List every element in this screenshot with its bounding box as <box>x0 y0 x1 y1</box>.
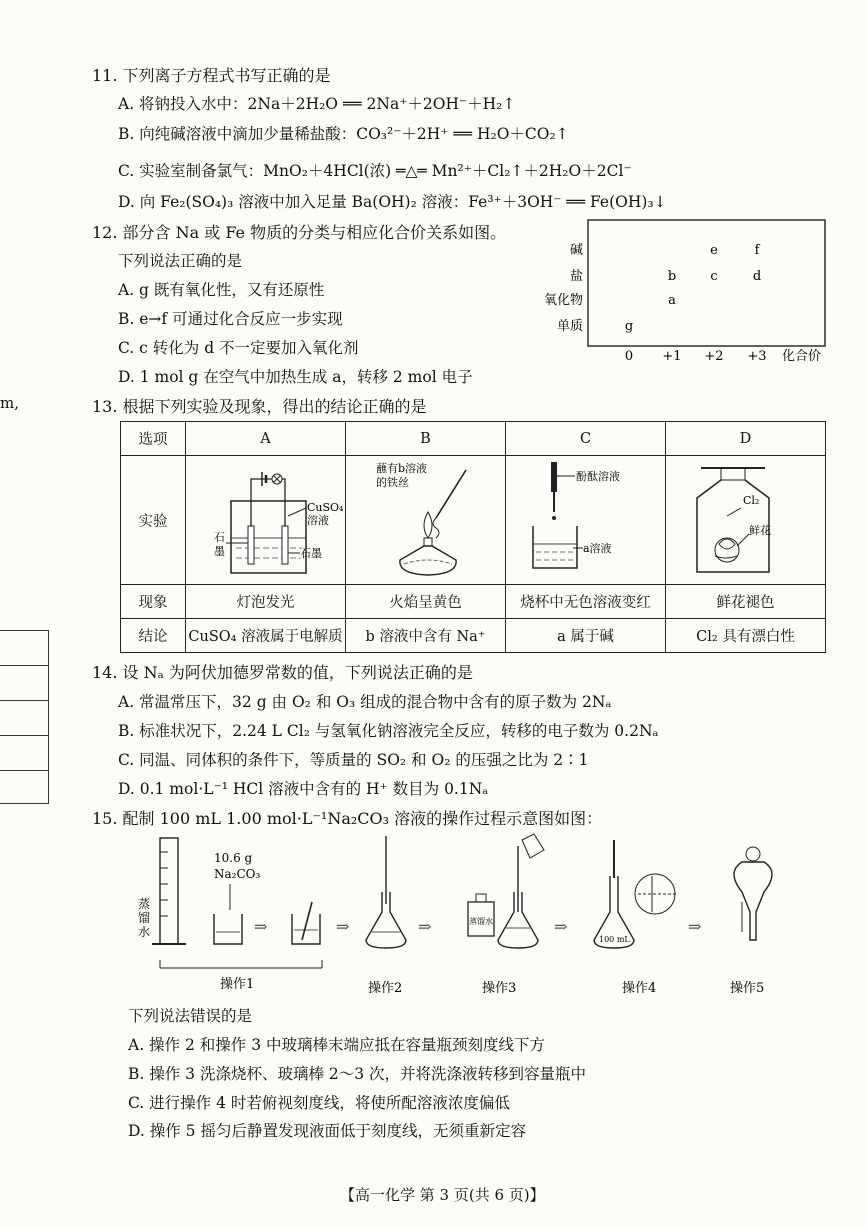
margin-line <box>0 665 48 666</box>
op1-label: 操作1 <box>220 977 255 992</box>
cl2-label: Cl₂ <box>742 494 759 507</box>
q12-option-c: C. c 转化为 d 不一定要加入氧化剂 <box>118 339 359 357</box>
distilled-water-bottle-label: 蒸馏水 <box>469 917 493 926</box>
op4-label: 操作4 <box>622 981 657 996</box>
wire-label: 的铁丝 <box>375 476 409 489</box>
graphite-left-label: 墨 <box>214 545 225 558</box>
conclusion-cell: CuSO₄ 溶液属于电解质 <box>186 619 346 653</box>
chart-x-label: +3 <box>747 349 767 364</box>
q15-option-c: C. 进行操作 4 时若俯视刻度线，将使所配溶液浓度偏低 <box>128 1094 510 1112</box>
experiment-d-cell <box>666 456 826 585</box>
chart-point-g: g <box>624 319 634 334</box>
distilled-water-label: 水 <box>138 925 151 939</box>
q11-option-b: B. 向纯碱溶液中滴加少量稀盐酸：CO₃²⁻＋2H⁺ ══ H₂O＋CO₂↑ <box>118 125 569 143</box>
q15-option-d: D. 操作 5 摇匀后静置发现液面低于刻度线，无须重新定容 <box>128 1122 526 1140</box>
arrow-icon: ⇒ <box>688 917 702 936</box>
experiment-c-cell <box>506 456 666 585</box>
q15-stem: 15. 配制 100 mL 1.00 mol·L⁻¹Na₂CO₃ 溶液的操作过程示意图如图： <box>92 809 603 828</box>
chart-point-b: b <box>667 269 677 284</box>
distilled-water-label: 蒸 <box>138 897 151 911</box>
page-footer: 【高一化学 第 3 页(共 6 页)】 <box>340 1186 545 1204</box>
chart-y-label: 氧化物 <box>543 293 583 308</box>
q11-option-c: C. 实验室制备氯气：MnO₂＋4HCl(浓) ═△═ Mn²⁺＋Cl₂↑＋2H₂O＋2Cl⁻ <box>118 162 632 180</box>
q11-option-d: D. 向 Fe₂(SO₄)₃ 溶液中加入足量 Ba(OH)₂ 溶液：Fe³⁺＋3OH⁻ ══ Fe(OH)₃↓ <box>118 193 667 211</box>
margin-text: m, <box>0 394 19 412</box>
graphite-left-label: 石 <box>214 531 225 544</box>
q13-stem: 13. 根据下列实验及现象，得出的结论正确的是 <box>92 397 427 416</box>
q13-table <box>120 421 826 653</box>
table-header-cell: D <box>666 422 826 456</box>
op2-label: 操作2 <box>368 981 403 996</box>
q11-stem: 11. 下列离子方程式书写正确的是 <box>92 66 331 85</box>
q12-option-b: B. e→f 可通过化合反应一步实现 <box>118 310 343 328</box>
q12-sub: 下列说法正确的是 <box>118 252 243 270</box>
mass-label: 10.6 g <box>214 851 253 865</box>
chart-y-label: 碱 <box>569 243 583 258</box>
margin-line <box>0 735 48 736</box>
chart-x-label: +1 <box>662 349 682 364</box>
chart-point-e: e <box>710 243 718 258</box>
chart-point-d: d <box>752 269 762 284</box>
table-row <box>121 619 826 653</box>
table-header-cell: B <box>346 422 506 456</box>
solution-label: 溶液 <box>307 514 329 527</box>
margin-line <box>0 770 48 771</box>
a-solution-label: a溶液 <box>582 542 612 555</box>
chart-point-a: a <box>668 293 676 308</box>
chart-point-f: f <box>754 243 760 258</box>
conclusion-cell: Cl₂ 具有漂白性 <box>666 619 826 653</box>
table-header-cell: 选项 <box>121 422 186 456</box>
op3-label: 操作3 <box>482 981 517 996</box>
experiment-a-cell <box>186 456 346 585</box>
table-header-cell: C <box>506 422 666 456</box>
phenomenon-cell: 烧杯中无色溶液变红 <box>506 585 666 619</box>
chart-y-label: 单质 <box>556 319 583 334</box>
arrow-icon: ⇒ <box>336 917 350 936</box>
distilled-water-label: 馏 <box>138 911 151 925</box>
table-row-label: 现象 <box>121 585 186 619</box>
chart-x-title: 化合价 <box>782 349 822 364</box>
q14-option-a: A. 常温常压下，32 g 由 O₂ 和 O₃ 组成的混合物中含有的原子数为 2Nₐ <box>118 693 612 711</box>
q12-option-a: A. g 既有氧化性，又有还原性 <box>118 281 325 299</box>
margin-box <box>0 630 49 804</box>
flask-volume-label: 100 mL <box>599 935 630 944</box>
chart-frame <box>588 220 825 346</box>
wire-label: 蘸有b溶液 <box>375 462 427 475</box>
cuso4-label: CuSO₄ <box>307 501 344 514</box>
chlorine-flower-figure <box>671 456 821 580</box>
q12-stem: 12. 部分含 Na 或 Fe 物质的分类与相应化合价关系如图。 <box>92 223 507 242</box>
arrow-icon: ⇒ <box>554 917 568 936</box>
margin-line <box>0 700 48 701</box>
reagent-label: Na₂CO₃ <box>214 867 261 881</box>
valence-classification-chart <box>528 218 828 368</box>
arrow-icon: ⇒ <box>418 917 432 936</box>
table-row <box>121 456 826 585</box>
conclusion-cell: b 溶液中含有 Na⁺ <box>346 619 506 653</box>
flame-test-figure <box>348 456 504 580</box>
phenolphthalein-label: 酚酞溶液 <box>575 470 620 483</box>
op5-label: 操作5 <box>730 981 765 996</box>
flower-label: 鲜花 <box>748 524 771 537</box>
q11-option-a: A. 将钠投入水中：2Na＋2H₂O ══ 2Na⁺＋2OH⁻＋H₂↑ <box>118 95 516 113</box>
phenomenon-cell: 灯泡发光 <box>186 585 346 619</box>
electrolysis-apparatus-figure <box>186 456 356 580</box>
q14-option-c: C. 同温、同体积的条件下，等质量的 SO₂ 和 O₂ 的压强之比为 2∶1 <box>118 751 589 769</box>
arrow-icon: ⇒ <box>254 917 268 936</box>
table-row-label: 结论 <box>121 619 186 653</box>
experiment-b-cell <box>346 456 506 585</box>
phenomenon-cell: 鲜花褪色 <box>666 585 826 619</box>
table-header-cell: A <box>186 422 346 456</box>
solution-preparation-figure <box>130 832 820 1000</box>
table-row <box>121 585 826 619</box>
phenolphthalein-figure <box>511 456 661 580</box>
chart-x-label: 0 <box>624 349 634 364</box>
conclusion-cell: a 属于碱 <box>506 619 666 653</box>
chart-y-label: 盐 <box>569 269 583 284</box>
q14-option-b: B. 标准状况下，2.24 L Cl₂ 与氢氧化钠溶液完全反应，转移的电子数为 0.2Nₐ <box>118 722 659 740</box>
q12-option-d: D. 1 mol g 在空气中加热生成 a，转移 2 mol 电子 <box>118 368 473 386</box>
graphite-right-label: 石墨 <box>300 547 322 560</box>
chart-point-c: c <box>710 269 718 284</box>
q15-option-b: B. 操作 3 洗涤烧杯、玻璃棒 2～3 次，并将洗涤液转移到容量瓶中 <box>128 1065 587 1083</box>
q14-option-d: D. 0.1 mol·L⁻¹ HCl 溶液中含有的 H⁺ 数目为 0.1Nₐ <box>118 780 489 798</box>
q15-sub: 下列说法错误的是 <box>128 1007 253 1025</box>
table-row-label: 实验 <box>121 456 186 585</box>
q14-stem: 14. 设 Nₐ 为阿伏加德罗常数的值，下列说法正确的是 <box>92 663 473 682</box>
q15-option-a: A. 操作 2 和操作 3 中玻璃棒末端应抵在容量瓶颈刻度线下方 <box>128 1036 545 1054</box>
phenomenon-cell: 火焰呈黄色 <box>346 585 506 619</box>
chart-x-label: +2 <box>704 349 724 364</box>
table-row <box>121 422 826 456</box>
